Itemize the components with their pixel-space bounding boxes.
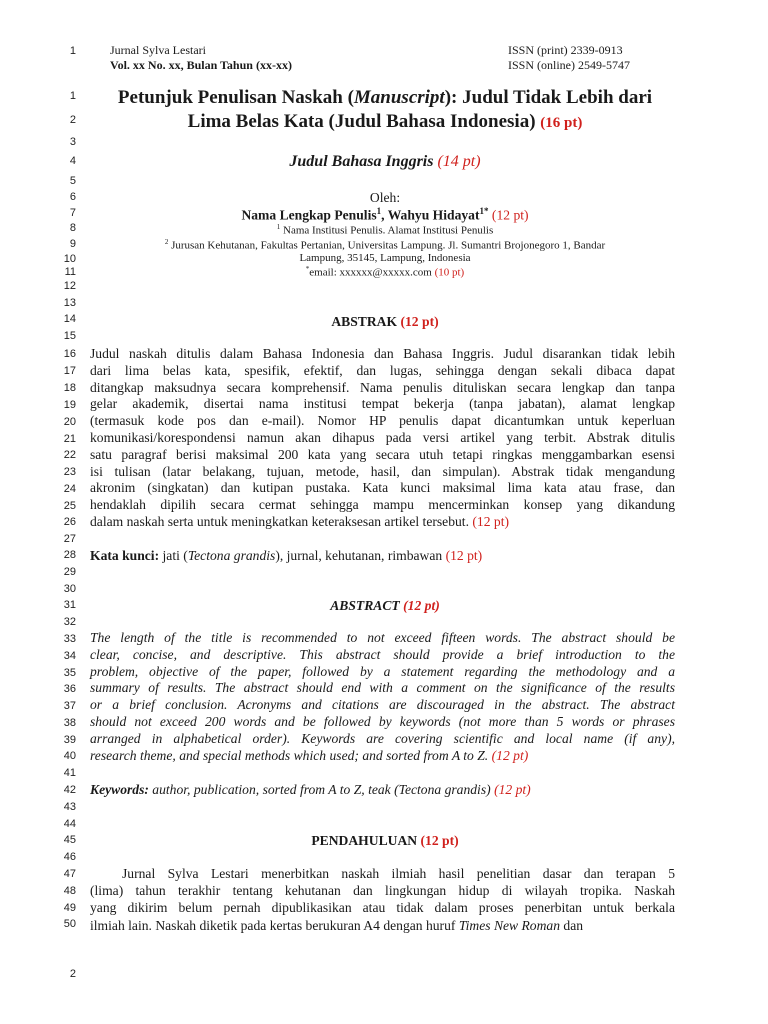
- kata-kunci-italic: Tectona grandis: [187, 548, 276, 563]
- paragraph-text: ditangkap maksudnya secara komprehensif. Nama penulis dituliskan secara lengkap dan tanpa: [90, 379, 675, 395]
- line-number: 24: [63, 483, 76, 495]
- line-number: 50: [63, 918, 76, 930]
- author-line: [90, 206, 680, 224]
- abstrak-heading: [90, 314, 680, 330]
- line-number: 1: [69, 90, 76, 102]
- affiliation-2: [90, 238, 680, 252]
- line-number: 43: [63, 801, 76, 813]
- line-number: 31: [63, 599, 76, 611]
- abstract-line: [90, 664, 675, 680]
- line-number: 9: [69, 238, 76, 250]
- author-1: Nama Lengkap Penulis: [241, 207, 377, 223]
- abstract-size-note: (12 pt): [403, 598, 440, 613]
- line-number: 30: [63, 583, 76, 595]
- line-number: 8: [69, 222, 76, 234]
- paragraph-text: dalam naskah serta untuk meningkatkan keteraksesan artikel tersebut.: [90, 514, 469, 529]
- line-number: 33: [63, 633, 76, 645]
- paragraph-text: clear, concise, and descriptive. This abstract should provide a brief introduction to the: [90, 646, 675, 662]
- title-size-note: (16 pt): [540, 115, 583, 131]
- paragraph-text: Judul naskah ditulis dalam Bahasa Indonesia dan Bahasa Inggris. Judul disarankan tidak lebih: [90, 346, 675, 361]
- line-number: 15: [63, 330, 76, 342]
- line-number: 35: [63, 667, 76, 679]
- pendahuluan-line: [90, 866, 675, 882]
- paragraph-text: problem, objective of the paper, followed by a statement regarding the methodology and a: [90, 663, 675, 679]
- line-number: 48: [63, 885, 76, 897]
- journal-name: Jurnal Sylva Lestari: [110, 43, 206, 57]
- email-sup: *: [305, 265, 310, 273]
- paragraph-text: (lima) tahun terakhir tentang kehutanan dan lingkungan hidup di wilayah tropika. Naskah: [90, 883, 675, 898]
- abstrak-line: [90, 514, 675, 530]
- paragraph-text: Jurnal Sylva Lestari menerbitkan naskah ilmiah hasil penelitian dasar dan terapan 5: [122, 866, 675, 881]
- kata-kunci-text-b: ), jurnal, kehutanan, rimbawan: [275, 548, 443, 563]
- affiliation-2-text: Jurusan Kehutanan, Fakultas Pertanian, Universitas Lampung. Jl. Sumantri Brojonegoro 1, Bandar: [171, 239, 606, 252]
- line-number: 18: [63, 382, 76, 394]
- abstrak-line: [90, 480, 675, 496]
- email-text: email: xxxxxx@xxxxx.com: [309, 266, 432, 279]
- affiliation-1: [90, 223, 680, 237]
- line-number: 25: [63, 500, 76, 512]
- email-size-note: (10 pt): [434, 266, 465, 279]
- line-number: 16: [63, 348, 76, 360]
- keywords-line: [90, 782, 531, 798]
- pendahuluan-last-italic: Times New Roman: [458, 918, 561, 933]
- paragraph-text: satu paragraf berisi maksimal 200 kata yang secara utuh tetapi ringkas menggambarkan esensi: [90, 446, 675, 462]
- line-number: 39: [63, 734, 76, 746]
- title-line-2: [90, 111, 680, 133]
- line-number: 45: [63, 834, 76, 846]
- pendahuluan-last-text-b: dan: [560, 918, 584, 933]
- line-number: 42: [63, 784, 76, 796]
- line-number: 17: [63, 365, 76, 377]
- abstract-heading: [90, 598, 680, 614]
- abstrak-line: [90, 363, 675, 379]
- author-1-sup: 1: [376, 206, 382, 216]
- line-number: 11: [64, 266, 76, 278]
- paragraph-text: akronim (singkatan) dan kutipan pustaka. Kata kunci maksimal lima kata atau frase, dan: [90, 480, 675, 496]
- line-number: 29: [63, 566, 76, 578]
- paragraph-text: hendaklah dipilih secara cermat sehingga mampu mencerminkan konsep yang dikandung: [90, 497, 675, 513]
- pendahuluan-heading-text: PENDAHULUAN: [311, 833, 418, 848]
- paragraph-text: summary of results. The abstract should end with a comment on the significance of the results: [90, 680, 675, 696]
- line-number: 6: [69, 191, 76, 203]
- abstract-heading-text: ABSTRACT: [330, 598, 400, 613]
- abstrak-line: [90, 430, 675, 446]
- abstrak-heading-text: ABSTRAK: [331, 314, 398, 329]
- journal-volume: Vol. xx No. xx, Bulan Tahun (xx-xx): [110, 58, 292, 72]
- affiliation-2-line-2: Lampung, 35145, Lampung, Indonesia: [299, 252, 471, 264]
- header-line-number: 1: [69, 45, 76, 57]
- line-number: 21: [63, 433, 76, 445]
- line-number: 20: [63, 416, 76, 428]
- title-line-1: [90, 87, 680, 109]
- line-number: 4: [69, 155, 76, 167]
- title-text-italic: Manuscript: [353, 87, 445, 108]
- line-number: 10: [63, 253, 76, 265]
- line-number: 12: [63, 280, 76, 292]
- keywords-size-note: (12 pt): [494, 782, 531, 797]
- line-number: 27: [63, 533, 76, 545]
- line-number: 32: [63, 616, 76, 628]
- by-label: Oleh:: [369, 190, 401, 205]
- email-line: [90, 265, 680, 279]
- pendahuluan-line: [90, 900, 675, 916]
- paragraph-text: isi tulisan (latar belakang, tujuan, metode, hasil, dan simpulan). Abstrak tidak mengandung: [90, 463, 675, 479]
- line-number: 26: [63, 516, 76, 528]
- line-number: 23: [63, 466, 76, 478]
- kata-kunci-size-note: (12 pt): [445, 548, 483, 563]
- page-number: 2: [69, 968, 76, 980]
- author-separator: ,: [381, 207, 388, 223]
- line-number: 28: [63, 549, 76, 561]
- paragraph-text: The length of the title is recommended to not exceed fifteen words. The abstract should be: [90, 630, 675, 645]
- pendahuluan-line: [90, 883, 675, 899]
- paragraph-text: gelar akademik, disertai nama institusi tempat bekerja (tanpa jabatan), alamat lengkap: [90, 396, 675, 412]
- paragraph-text: yang dikirim belum pernah dipublikasikan atau tidak dalam proses penerbitan untuk berkala: [90, 900, 675, 915]
- subtitle-text: Judul Bahasa Inggris: [289, 153, 434, 170]
- abstract-line: [90, 697, 675, 713]
- line-number: 7: [69, 207, 76, 219]
- affiliation-2-sup: 2: [164, 238, 169, 246]
- pendahuluan-last-text-a: ilmiah lain. Naskah diketik pada kertas berukuran A4 dengan huruf: [90, 918, 459, 933]
- line-number: 49: [63, 902, 76, 914]
- abstrak-line: [90, 464, 675, 480]
- title-text-c: Lima Belas Kata (Judul Bahasa Indonesia): [187, 111, 536, 132]
- abstrak-line: [90, 396, 675, 412]
- issn-print: ISSN (print) 2339-0913: [508, 43, 623, 57]
- abstrak-line: [90, 346, 675, 362]
- keywords-label: Keywords:: [90, 782, 149, 797]
- line-number: 13: [63, 297, 76, 309]
- line-number: 19: [63, 399, 76, 411]
- kata-kunci-text-a: jati (: [159, 548, 188, 563]
- pendahuluan-heading: [90, 833, 680, 849]
- paragraph-text: dari lima belas kata, spesifik, efektif, dan lugas, sehingga dengan sekali dibaca dapat: [90, 362, 675, 378]
- line-number: 3: [69, 136, 76, 148]
- pendahuluan-line-last: [90, 918, 675, 934]
- line-number: 22: [63, 449, 76, 461]
- line-number: 5: [69, 175, 76, 187]
- issn-online: ISSN (online) 2549-5747: [508, 58, 630, 72]
- author-2: Wahyu Hidayat: [387, 207, 480, 223]
- affiliation-1-text: Nama Institusi Penulis. Alamat Institusi Penulis: [283, 224, 494, 237]
- paragraph-text: komunikasi/korespondensi namun akan dihapus pada versi artikel yang terbit. Abstrak ditulis: [90, 430, 675, 445]
- subtitle: [90, 153, 680, 171]
- abstrak-line: [90, 447, 675, 463]
- paragraph-text: or a brief conclusion. Acronyms and citations are discouraged in the abstract. The abstract: [90, 697, 675, 713]
- paragraph-text: arranged in alphabetical order). Keywords are covering scientific and local name (if any),: [90, 730, 675, 746]
- line-number: 44: [63, 818, 76, 830]
- line-number: 14: [63, 313, 76, 325]
- line-number: 34: [63, 650, 76, 662]
- abstract-line: [90, 714, 675, 730]
- line-number: 36: [63, 683, 76, 695]
- author-size-note: (12 pt): [491, 207, 529, 223]
- author-2-sup: 1*: [479, 206, 489, 216]
- line-number: 41: [63, 767, 76, 779]
- paragraph-text: (termasuk kode pos dan e-mail). Nomor HP penulis dapat dicantumkan untuk keperluan: [90, 413, 675, 429]
- line-number: 47: [63, 868, 76, 880]
- abstrak-line: [90, 413, 675, 429]
- abstract-line: [90, 731, 675, 747]
- paragraph-text: research theme, and special methods which used; and sorted from A to Z.: [90, 747, 489, 763]
- affiliation-1-sup: 1: [276, 223, 281, 231]
- title-text-a: Petunjuk Penulisan Naskah (: [117, 87, 354, 108]
- line-number: 37: [63, 700, 76, 712]
- pendahuluan-size-note: (12 pt): [420, 833, 459, 848]
- line-number: 46: [63, 851, 76, 863]
- abstract-line: [90, 748, 675, 764]
- line-number: 40: [63, 750, 76, 762]
- keywords-text: author, publication, sorted from A to Z, teak (Tectona grandis): [148, 782, 491, 797]
- subtitle-size-note: (14 pt): [437, 153, 481, 170]
- size-note: (12 pt): [491, 747, 529, 763]
- abstrak-line: [90, 497, 675, 513]
- size-note: (12 pt): [472, 514, 510, 529]
- line-number: 38: [63, 717, 76, 729]
- kata-kunci-label: Kata kunci:: [90, 548, 160, 563]
- kata-kunci-line: [90, 548, 482, 564]
- abstract-line: [90, 630, 675, 646]
- paragraph-text: should not exceed 200 words and be followed by keywords (not more than 5 words or phrases: [90, 714, 675, 729]
- abstrak-size-note: (12 pt): [400, 314, 439, 329]
- abstract-line: [90, 647, 675, 663]
- abstract-line: [90, 680, 675, 696]
- title-text-b: ): Judul Tidak Lebih dari: [444, 87, 653, 108]
- line-number: 2: [69, 114, 76, 126]
- abstrak-line: [90, 380, 675, 396]
